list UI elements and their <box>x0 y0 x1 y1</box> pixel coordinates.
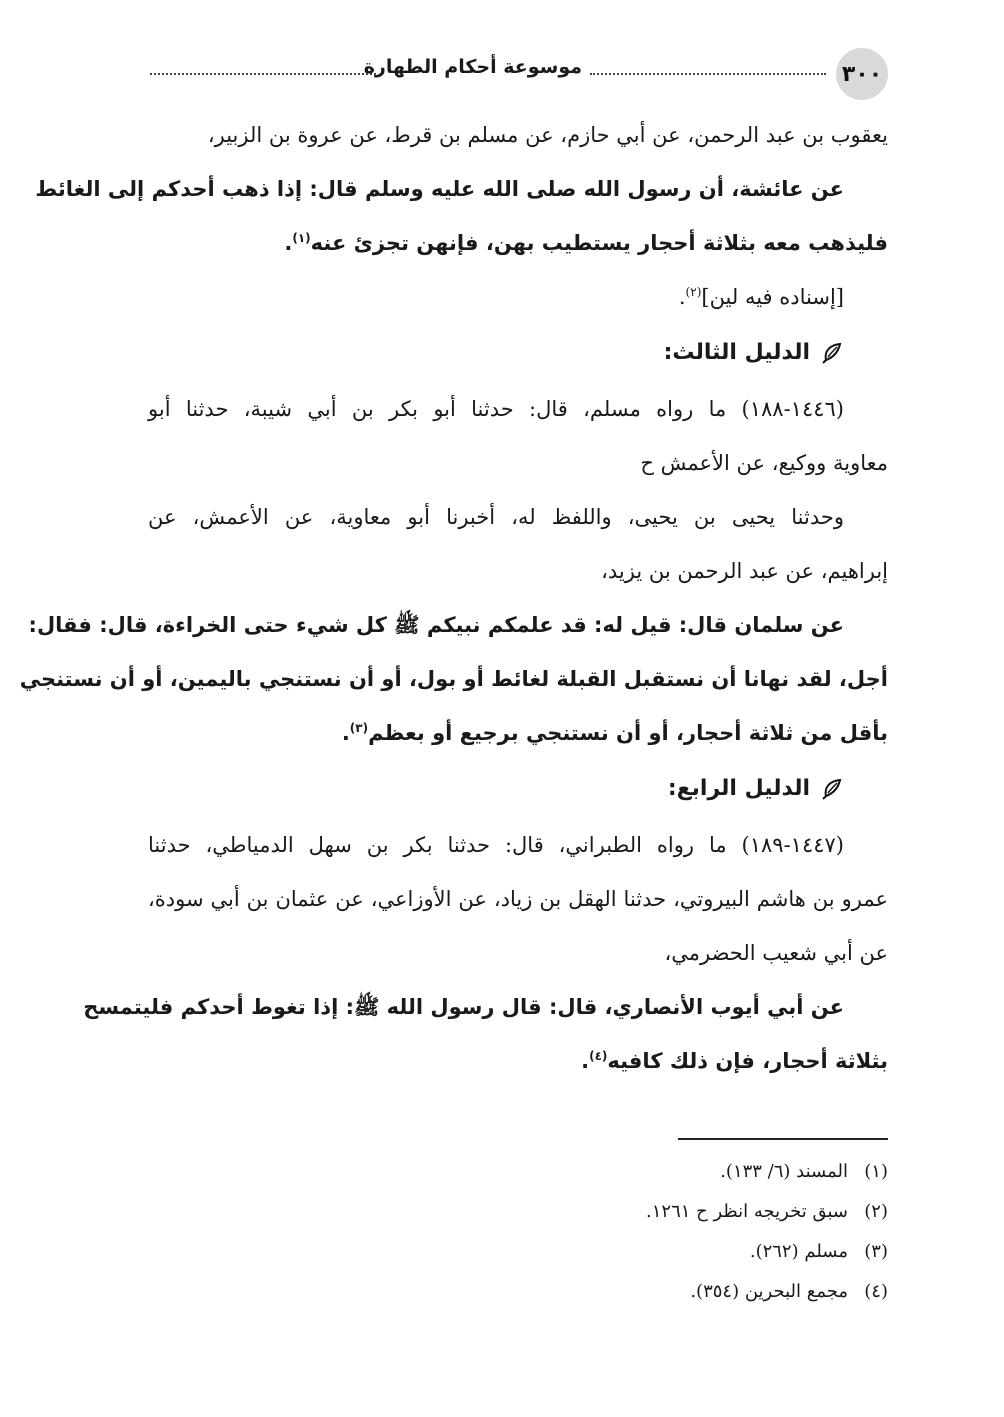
page-number: ٣٠٠ <box>836 48 888 100</box>
text-line <box>148 872 888 926</box>
running-title: موسوعة أحكام الطهارة <box>363 56 582 78</box>
footnote-ref[interactable]: (٤) <box>589 1049 608 1063</box>
text-line <box>148 490 888 544</box>
text-span: (١٤٤٧-١٨٩) ما رواه الطبراني، قال: حدثنا بكر بن سهل الدمياطي، حدثنا <box>148 833 844 857</box>
page-header <box>140 48 888 100</box>
text-line <box>148 108 888 162</box>
footnote-text: مسلم (٢٦٢). <box>749 1241 848 1262</box>
section-heading <box>148 760 888 818</box>
text-line <box>148 216 888 270</box>
text-line <box>148 1034 888 1088</box>
grading-note: [إسناده فيه لين] <box>701 285 844 309</box>
text-line <box>148 706 888 760</box>
text-line <box>19 652 888 706</box>
text-line <box>35 162 888 216</box>
hadith-text: عن أبي أيوب الأنصاري، قال: قال رسول الله ﷺ: إذا تغوط أحدكم فليتمسح <box>83 995 844 1019</box>
leaf-icon <box>820 341 844 365</box>
footnote <box>148 1152 888 1192</box>
leaf-icon <box>820 777 844 801</box>
footnote-number: (٣) <box>864 1241 888 1262</box>
footnotes <box>148 1152 888 1312</box>
text-line <box>148 926 888 980</box>
text-line <box>83 980 888 1034</box>
hadith-text: بأقل من ثلاثة أحجار، أو أن نستنجي برجيع أو بعظم <box>368 721 888 745</box>
text-span: عن أبي شعيب الحضرمي، <box>664 941 888 965</box>
hadith-text: أجل، لقد نهانا أن نستقبل القبلة لغائط أو بول، أو أن نستنجي باليمين، أو أن نستنجي <box>19 667 888 691</box>
hadith-text: عن عائشة، أن رسول الله صلى الله عليه وسلم قال: إذا ذهب أحدكم إلى الغائط <box>35 177 844 201</box>
footnote <box>148 1192 888 1232</box>
footnote-ref[interactable]: (١) <box>292 231 311 245</box>
text-span: (١٤٤٦-١٨٨) ما رواه مسلم، قال: حدثنا أبو بكر بن أبي شيبة، حدثنا أبو <box>148 397 844 421</box>
text-line <box>148 382 888 436</box>
text-line <box>28 598 888 652</box>
header-dotted-rule <box>150 73 376 75</box>
footnote-ref[interactable]: (٣) <box>349 721 369 735</box>
text-line <box>148 270 888 324</box>
footnote-separator <box>678 1138 888 1140</box>
footnote-number: (٤) <box>864 1281 888 1302</box>
footnote-number: (١) <box>864 1161 888 1182</box>
text-span: . <box>678 285 686 309</box>
hadith-text: فليذهب معه بثلاثة أحجار يستطيب بهن، فإنهن تجزئ عنه <box>310 231 888 255</box>
text-line <box>148 436 888 490</box>
footnote-text: المسند (٦/ ١٣٣). <box>720 1161 848 1182</box>
footnote-ref[interactable]: (٢) <box>685 285 702 299</box>
footnote-text: سبق تخريجه انظر ح ١٢٦١. <box>646 1201 848 1222</box>
heading-text: الدليل الثالث: <box>663 340 810 365</box>
section-heading <box>148 324 888 382</box>
text-span: إبراهيم، عن عبد الرحمن بن يزيد، <box>601 559 888 583</box>
footnote <box>148 1272 888 1312</box>
text-line <box>148 544 888 598</box>
text-span: وحدثنا يحيى بن يحيى، واللفظ له، أخبرنا أبو معاوية، عن الأعمش، عن <box>148 505 844 529</box>
heading-text: الدليل الرابع: <box>667 776 810 801</box>
text-span: . <box>284 231 293 255</box>
text-span: معاوية ووكيع، عن الأعمش ح <box>640 451 888 475</box>
text-line <box>148 818 888 872</box>
main-text <box>19 108 888 1088</box>
text-span: عمرو بن هاشم البيروتي، حدثنا الهقل بن زياد، عن الأوزاعي، عن عثمان بن أبي سودة، <box>148 887 888 911</box>
text-span: يعقوب بن عبد الرحمن، عن أبي حازم، عن مسلم بن قرط، عن عروة بن الزبير، <box>207 123 888 147</box>
hadith-text: بثلاثة أحجار، فإن ذلك كافيه <box>607 1049 888 1073</box>
footnote <box>148 1232 888 1272</box>
footnote-text: مجمع البحرين (٣٥٤). <box>690 1281 848 1302</box>
footnote-number: (٢) <box>864 1201 888 1222</box>
header-dotted-rule <box>590 73 826 75</box>
text-span: . <box>341 721 350 745</box>
hadith-text: عن سلمان قال: قيل له: قد علمكم نبيكم ﷺ كل شيء حتى الخراءة، قال: فقال: <box>28 613 844 637</box>
text-span: . <box>581 1049 590 1073</box>
